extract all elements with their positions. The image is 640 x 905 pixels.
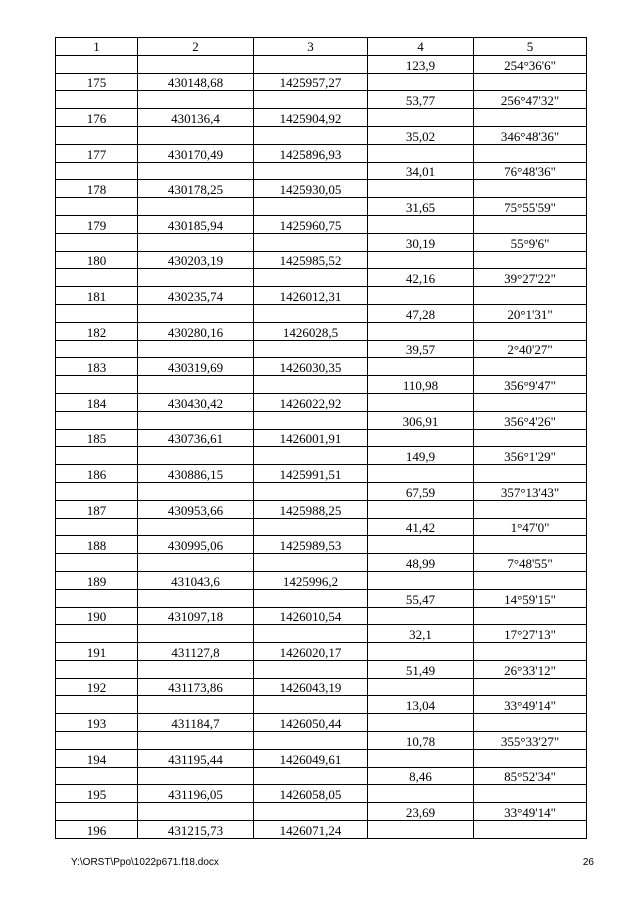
table-row: [56, 393, 587, 411]
table-cell: [368, 358, 474, 376]
table-cell: 1425985,52: [254, 251, 368, 269]
table-cell: [56, 162, 138, 180]
table-cell: 430995,06: [138, 536, 254, 554]
table-cell: [56, 304, 138, 322]
table-cell: [368, 536, 474, 554]
table-cell: [368, 429, 474, 447]
table-cell: [138, 162, 254, 180]
table-cell: [474, 536, 587, 554]
table-cell: 196: [56, 821, 138, 839]
table-cell: 1425904,92: [254, 109, 368, 127]
table-cell: [368, 73, 474, 91]
table-cell: [474, 393, 587, 411]
table-cell: 110,98: [368, 376, 474, 394]
table-cell: [138, 482, 254, 500]
table-row: [56, 554, 587, 572]
table-cell: 431043,6: [138, 571, 254, 589]
table-cell: 430136,4: [138, 109, 254, 127]
table-cell: [474, 287, 587, 305]
table-cell: 76°48'36": [474, 162, 587, 180]
table-cell: 55,47: [368, 589, 474, 607]
table-cell: [254, 625, 368, 643]
table-row: [56, 625, 587, 643]
table-cell: 55°9'6": [474, 233, 587, 251]
table-cell: [138, 803, 254, 821]
table-cell: [254, 803, 368, 821]
table-cell: 39,57: [368, 340, 474, 358]
table-cell: [56, 732, 138, 750]
table-cell: [56, 91, 138, 109]
table-cell: [138, 589, 254, 607]
table-cell: 1426022,92: [254, 393, 368, 411]
table-cell: 431215,73: [138, 821, 254, 839]
table-cell: [138, 625, 254, 643]
table-cell: 51,49: [368, 660, 474, 678]
table-cell: [254, 376, 368, 394]
table-cell: 149,9: [368, 447, 474, 465]
table-cell: [254, 162, 368, 180]
table-cell: [56, 411, 138, 429]
table-cell: [56, 55, 138, 73]
table-cell: 2°40'27": [474, 340, 587, 358]
table-cell: [138, 91, 254, 109]
table-row: [56, 144, 587, 162]
table-cell: 1426020,17: [254, 643, 368, 661]
table-cell: 184: [56, 393, 138, 411]
table-cell: [368, 215, 474, 233]
table-row: [56, 376, 587, 394]
table-row: [56, 358, 587, 376]
table-cell: 306,91: [368, 411, 474, 429]
table-cell: [368, 678, 474, 696]
table-row: [56, 162, 587, 180]
table-cell: [474, 180, 587, 198]
table-cell: [368, 821, 474, 839]
table-cell: 357°13'43": [474, 482, 587, 500]
table-cell: 431097,18: [138, 607, 254, 625]
table-row: [56, 660, 587, 678]
table-cell: [138, 696, 254, 714]
table-row: [56, 714, 587, 732]
table-cell: [474, 215, 587, 233]
table-cell: [474, 500, 587, 518]
table-row: [56, 55, 587, 73]
table-cell: [368, 322, 474, 340]
table-cell: [56, 518, 138, 536]
table-cell: 23,69: [368, 803, 474, 821]
table-cell: [254, 696, 368, 714]
table-cell: [254, 554, 368, 572]
table-cell: 181: [56, 287, 138, 305]
table-cell: [56, 198, 138, 216]
table-cell: [368, 180, 474, 198]
table-cell: 1425991,51: [254, 465, 368, 483]
table-cell: 1425988,25: [254, 500, 368, 518]
table-row: [56, 429, 587, 447]
table-cell: [138, 447, 254, 465]
table-cell: 1425996,2: [254, 571, 368, 589]
table-cell: [56, 482, 138, 500]
table-cell: [254, 198, 368, 216]
table-cell: [138, 269, 254, 287]
table-cell: [138, 126, 254, 144]
table-row: [56, 447, 587, 465]
table-cell: 1425930,05: [254, 180, 368, 198]
table-cell: 10,78: [368, 732, 474, 750]
table-cell: [56, 767, 138, 785]
table-cell: 48,99: [368, 554, 474, 572]
table-body: [56, 38, 587, 839]
table-cell: 1425989,53: [254, 536, 368, 554]
table-row: [56, 821, 587, 839]
table-cell: 13,04: [368, 696, 474, 714]
table-cell: [254, 340, 368, 358]
table-cell: 1425957,27: [254, 73, 368, 91]
table-row: [56, 465, 587, 483]
table-cell: 34,01: [368, 162, 474, 180]
table-row: [56, 518, 587, 536]
table-row: [56, 180, 587, 198]
table-cell: 431184,7: [138, 714, 254, 732]
table-cell: 182: [56, 322, 138, 340]
table-cell: 430319,69: [138, 358, 254, 376]
column-header: 1: [56, 38, 138, 56]
table-cell: 430886,15: [138, 465, 254, 483]
table-cell: [474, 785, 587, 803]
table-cell: [474, 749, 587, 767]
table-cell: [368, 251, 474, 269]
table-cell: 430178,25: [138, 180, 254, 198]
table-cell: 1426001,91: [254, 429, 368, 447]
table-cell: 33°49'14": [474, 696, 587, 714]
table-cell: 193: [56, 714, 138, 732]
table-cell: [56, 340, 138, 358]
table-cell: [368, 109, 474, 127]
table-cell: [474, 821, 587, 839]
table-cell: 1425896,93: [254, 144, 368, 162]
table-cell: [56, 696, 138, 714]
table-cell: 1426071,24: [254, 821, 368, 839]
table-row: [56, 571, 587, 589]
table-cell: 431195,44: [138, 749, 254, 767]
table-row: [56, 215, 587, 233]
table-cell: 20°1'31": [474, 304, 587, 322]
table-cell: [254, 732, 368, 750]
column-header: 2: [138, 38, 254, 56]
table-row: [56, 251, 587, 269]
table-cell: 431127,8: [138, 643, 254, 661]
table-cell: [138, 767, 254, 785]
table-cell: 85°52'34": [474, 767, 587, 785]
table-cell: [138, 304, 254, 322]
table-cell: [138, 376, 254, 394]
table-row: [56, 233, 587, 251]
table-cell: [254, 767, 368, 785]
table-cell: 180: [56, 251, 138, 269]
table-row: [56, 696, 587, 714]
table-cell: 31,65: [368, 198, 474, 216]
table-cell: 187: [56, 500, 138, 518]
table-cell: [368, 749, 474, 767]
table-cell: [56, 233, 138, 251]
table-cell: [254, 589, 368, 607]
table-cell: 356°4'26": [474, 411, 587, 429]
table-cell: 123,9: [368, 55, 474, 73]
table-row: [56, 643, 587, 661]
table-cell: 430430,42: [138, 393, 254, 411]
table-cell: 256°47'32": [474, 91, 587, 109]
table-cell: [368, 144, 474, 162]
table-cell: 188: [56, 536, 138, 554]
table-row: [56, 500, 587, 518]
table-cell: 346°48'36": [474, 126, 587, 144]
table-cell: 430185,94: [138, 215, 254, 233]
table-row: [56, 109, 587, 127]
footer-file-path: Y:\ORST\Ppo\1022p671.f18.docx: [71, 857, 219, 868]
table-row: [56, 322, 587, 340]
table-cell: [254, 447, 368, 465]
table-cell: [368, 643, 474, 661]
table-cell: [474, 73, 587, 91]
table-cell: 191: [56, 643, 138, 661]
table-header-row: [56, 38, 587, 56]
table-cell: [138, 198, 254, 216]
table-cell: [254, 126, 368, 144]
column-header: 5: [474, 38, 587, 56]
table-cell: [56, 589, 138, 607]
table-cell: 186: [56, 465, 138, 483]
table-cell: [138, 554, 254, 572]
table-cell: 177: [56, 144, 138, 162]
table-row: [56, 198, 587, 216]
table-cell: 254°36'6": [474, 55, 587, 73]
table-row: [56, 749, 587, 767]
table-cell: [368, 785, 474, 803]
table-cell: [254, 91, 368, 109]
table-cell: 430736,61: [138, 429, 254, 447]
table-cell: [254, 518, 368, 536]
table-cell: 35,02: [368, 126, 474, 144]
table-row: [56, 126, 587, 144]
table-cell: [368, 287, 474, 305]
table-row: [56, 482, 587, 500]
table-cell: [56, 269, 138, 287]
table-cell: [138, 55, 254, 73]
table-cell: [254, 411, 368, 429]
table-cell: 1426030,35: [254, 358, 368, 376]
table-row: [56, 589, 587, 607]
table-cell: [138, 411, 254, 429]
table-cell: [138, 660, 254, 678]
table-cell: [138, 518, 254, 536]
table-cell: [56, 660, 138, 678]
table-row: [56, 607, 587, 625]
page-number: 26: [582, 857, 594, 868]
table-cell: [474, 714, 587, 732]
table-cell: 356°9'47": [474, 376, 587, 394]
table-cell: 183: [56, 358, 138, 376]
table-cell: 75°55'59": [474, 198, 587, 216]
table-cell: 41,42: [368, 518, 474, 536]
table-cell: 430203,19: [138, 251, 254, 269]
table-cell: [368, 393, 474, 411]
table-cell: [474, 322, 587, 340]
table-cell: [368, 465, 474, 483]
table-cell: [138, 340, 254, 358]
table-cell: [138, 732, 254, 750]
table-row: [56, 732, 587, 750]
table-cell: [474, 643, 587, 661]
table-cell: 14°59'15": [474, 589, 587, 607]
table-cell: 1426049,61: [254, 749, 368, 767]
table-cell: [56, 803, 138, 821]
table-row: [56, 269, 587, 287]
table-cell: 1426012,31: [254, 287, 368, 305]
table-cell: 1426050,44: [254, 714, 368, 732]
table-cell: 190: [56, 607, 138, 625]
table-cell: 42,16: [368, 269, 474, 287]
table-cell: 32,1: [368, 625, 474, 643]
column-header: 4: [368, 38, 474, 56]
table-row: [56, 785, 587, 803]
table-cell: 8,46: [368, 767, 474, 785]
table-cell: 47,28: [368, 304, 474, 322]
table-row: [56, 767, 587, 785]
table-cell: [474, 429, 587, 447]
table-cell: [56, 376, 138, 394]
table-cell: 431173,86: [138, 678, 254, 696]
table-cell: [254, 233, 368, 251]
table-cell: [254, 304, 368, 322]
table-cell: [56, 625, 138, 643]
table-cell: [474, 571, 587, 589]
table-cell: 185: [56, 429, 138, 447]
table-cell: 1426058,05: [254, 785, 368, 803]
table-cell: [368, 500, 474, 518]
table-cell: 178: [56, 180, 138, 198]
table-cell: 430170,49: [138, 144, 254, 162]
table-cell: 430953,66: [138, 500, 254, 518]
coordinates-table: [55, 37, 587, 839]
table-row: [56, 91, 587, 109]
table-row: [56, 411, 587, 429]
table-cell: [138, 233, 254, 251]
table-cell: 39°27'22": [474, 269, 587, 287]
table-cell: 192: [56, 678, 138, 696]
table-cell: [474, 465, 587, 483]
table-cell: [368, 714, 474, 732]
table-row: [56, 73, 587, 91]
table-cell: [56, 447, 138, 465]
table-cell: [474, 251, 587, 269]
table-cell: 7°48'55": [474, 554, 587, 572]
table-cell: 30,19: [368, 233, 474, 251]
table-cell: [474, 144, 587, 162]
table-cell: [254, 660, 368, 678]
table-cell: 195: [56, 785, 138, 803]
table-cell: 355°33'27": [474, 732, 587, 750]
table-cell: 194: [56, 749, 138, 767]
table-cell: 431196,05: [138, 785, 254, 803]
table-cell: 179: [56, 215, 138, 233]
table-cell: 175: [56, 73, 138, 91]
table-cell: [474, 607, 587, 625]
table-cell: 26°33'12": [474, 660, 587, 678]
table-cell: 33°49'14": [474, 803, 587, 821]
table-cell: [368, 607, 474, 625]
table-cell: [254, 55, 368, 73]
table-row: [56, 287, 587, 305]
table-cell: 430280,16: [138, 322, 254, 340]
table-cell: 1426043,19: [254, 678, 368, 696]
table-cell: 189: [56, 571, 138, 589]
table-cell: 430235,74: [138, 287, 254, 305]
table-cell: 1426028,5: [254, 322, 368, 340]
column-header: 3: [254, 38, 368, 56]
table-cell: 1425960,75: [254, 215, 368, 233]
table-row: [56, 678, 587, 696]
table-cell: [56, 554, 138, 572]
table-row: [56, 340, 587, 358]
table-cell: [474, 678, 587, 696]
table-cell: 1°47'0": [474, 518, 587, 536]
table-row: [56, 304, 587, 322]
table-row: [56, 803, 587, 821]
table-cell: 53,77: [368, 91, 474, 109]
table-cell: 1426010,54: [254, 607, 368, 625]
table-cell: [368, 571, 474, 589]
table-cell: [254, 482, 368, 500]
table-cell: 356°1'29": [474, 447, 587, 465]
table-cell: [474, 109, 587, 127]
table-cell: 67,59: [368, 482, 474, 500]
table-cell: 176: [56, 109, 138, 127]
table-cell: [254, 269, 368, 287]
table-cell: 17°27'13": [474, 625, 587, 643]
table-cell: [474, 358, 587, 376]
table-row: [56, 536, 587, 554]
table-cell: 430148,68: [138, 73, 254, 91]
table-cell: [56, 126, 138, 144]
